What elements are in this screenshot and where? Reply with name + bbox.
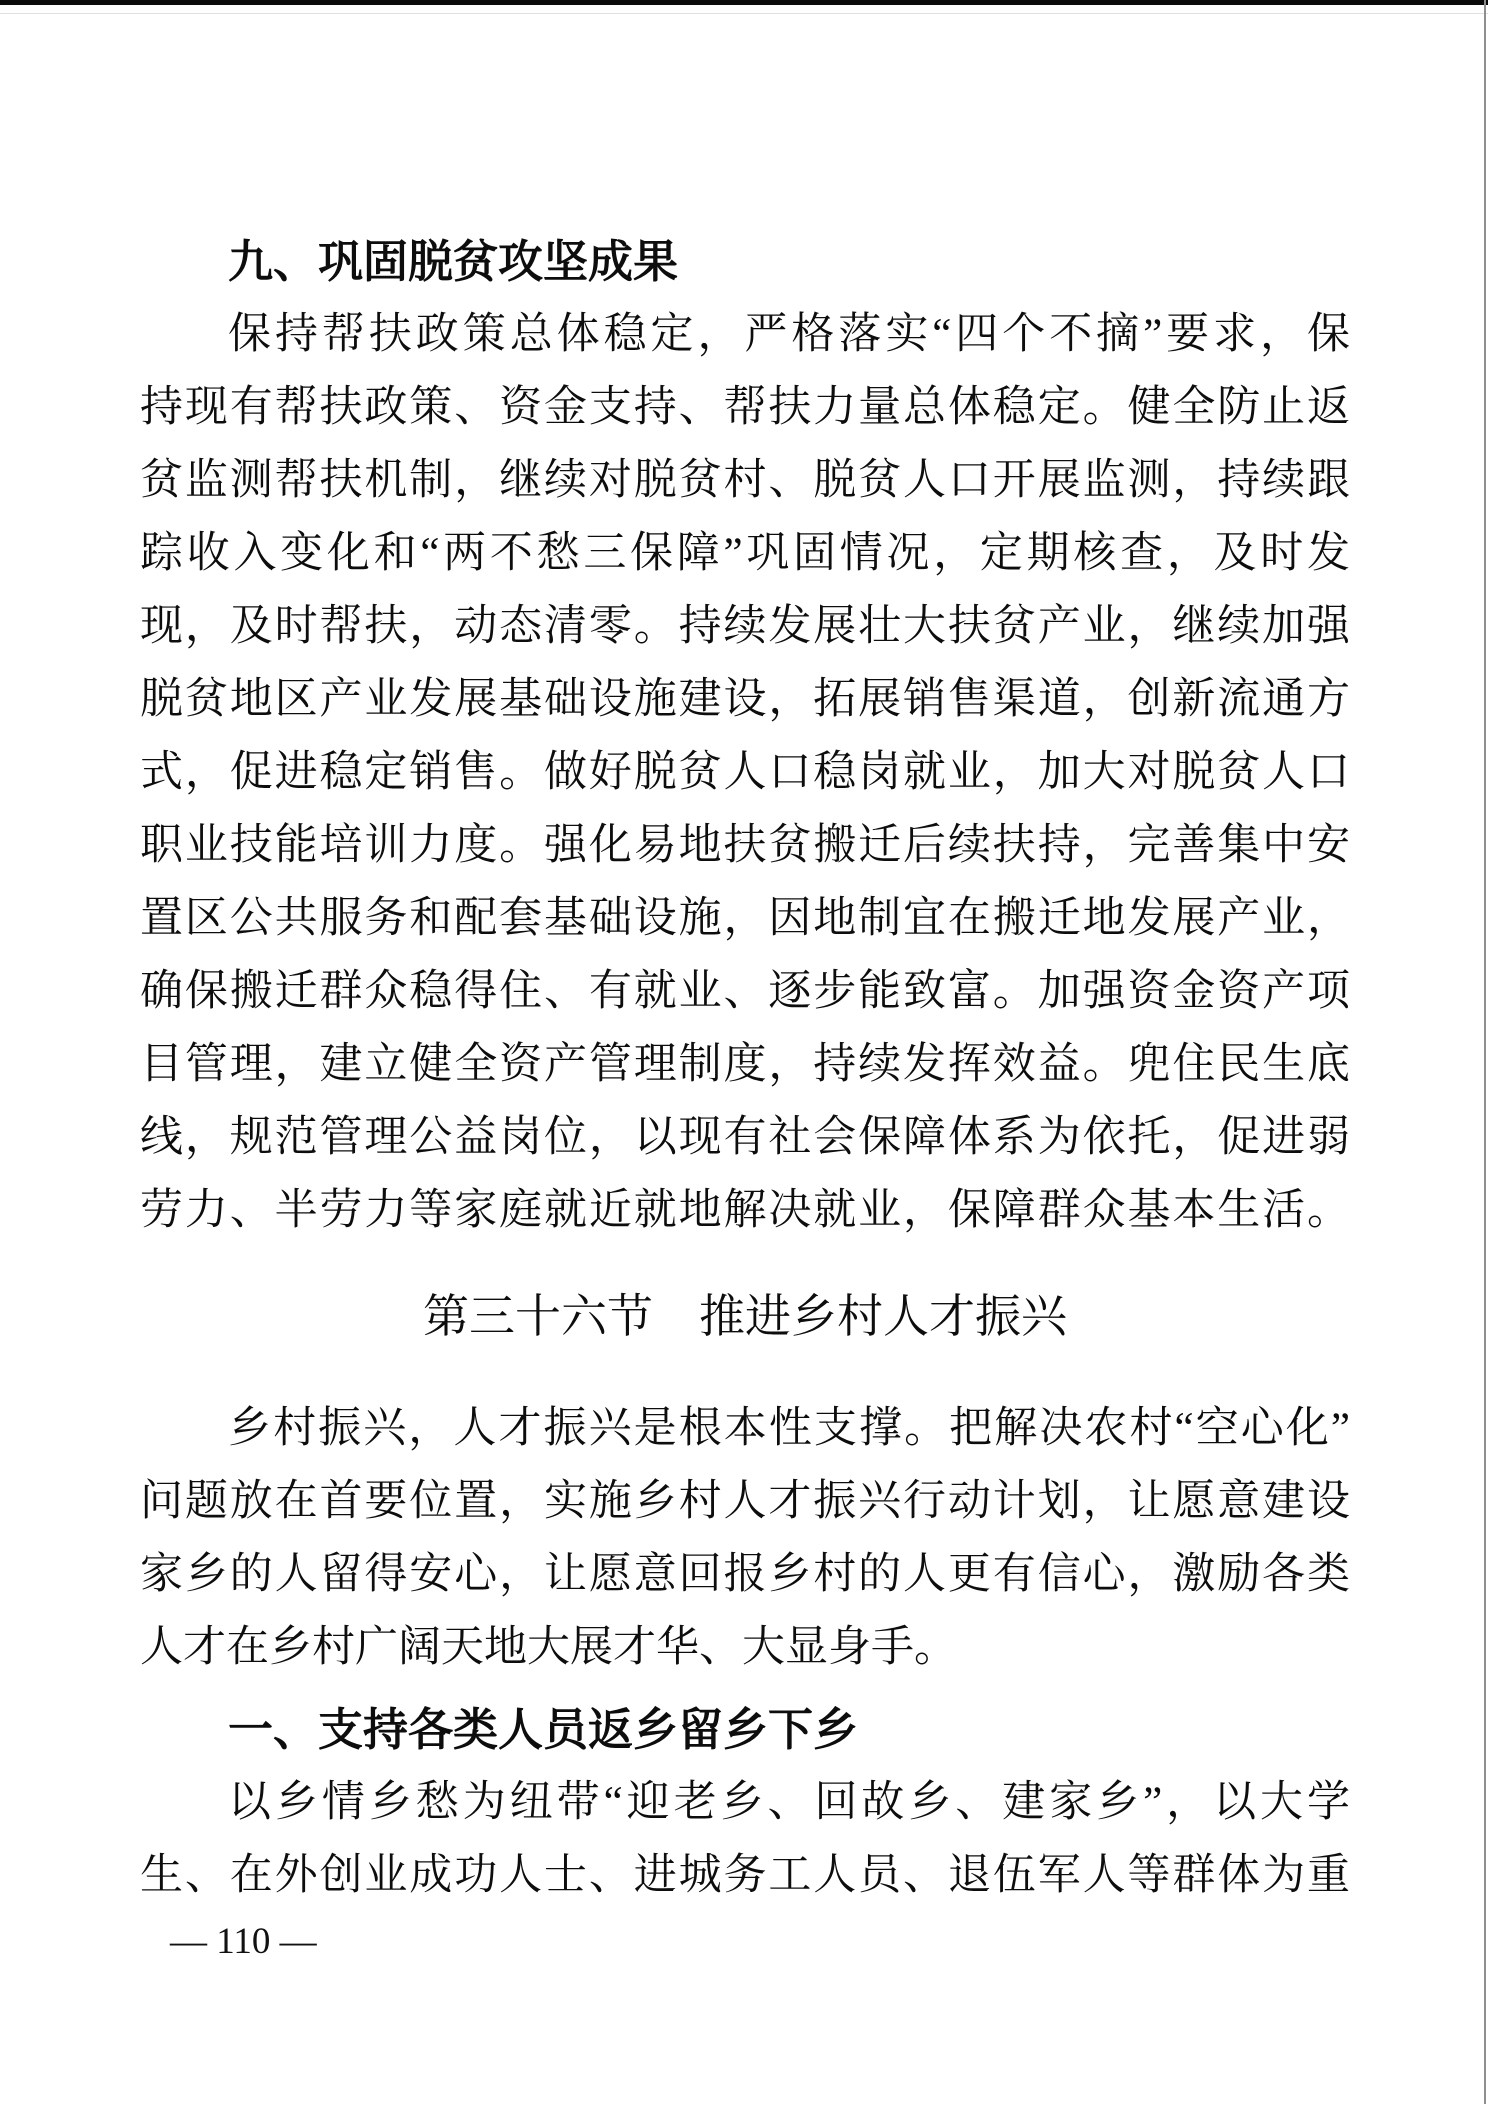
- para-line: 踪收入变化和“两不愁三保障”巩固情况，定期核查，及时发: [140, 530, 1350, 577]
- page-right-edge: [1484, 0, 1486, 2104]
- para-line: 线，规范管理公益岗位，以现有社会保障体系为依托，促进弱: [140, 1114, 1350, 1161]
- chapter-heading: 第三十六节 推进乡村人才振兴: [423, 1291, 1067, 1342]
- heading-item-one: 一、支持各类人员返乡留乡下乡: [228, 1704, 859, 1755]
- para-line: 问题放在首要位置，实施乡村人才振兴行动计划，让愿意建设: [140, 1478, 1350, 1525]
- paragraph-poverty: [140, 298, 1350, 1247]
- para-line: 以乡情乡愁为纽带“迎老乡、回故乡、建家乡”，以大学: [228, 1779, 1350, 1826]
- para-line: 劳力、半劳力等家庭就近就地解决就业，保障群众基本生活。: [140, 1187, 1350, 1234]
- para-line: 乡村振兴，人才振兴是根本性支撑。把解决农村“空心化”: [228, 1405, 1350, 1452]
- para-line: 保持帮扶政策总体稳定，严格落实“四个不摘”要求，保: [228, 311, 1350, 358]
- paragraph-talent: [140, 1392, 1350, 1684]
- page-number: — 110 —: [170, 1921, 317, 1962]
- para-line: 现，及时帮扶，动态清零。持续发展壮大扶贫产业，继续加强: [140, 603, 1350, 650]
- para-line: 脱贫地区产业发展基础设施建设，拓展销售渠道，创新流通方: [140, 676, 1350, 723]
- para-line: 生、在外创业成功人士、进城务工人员、退伍军人等群体为重: [140, 1852, 1350, 1899]
- paragraph-return-home: [140, 1766, 1350, 1912]
- para-line: 置区公共服务和配套基础设施，因地制宜在搬迁地发展产业，: [140, 895, 1350, 942]
- para-line: 目管理，建立健全资产管理制度，持续发挥效益。兜住民生底: [140, 1041, 1350, 1088]
- para-line: 人才在乡村广阔天地大展才华、大显身手。: [140, 1624, 957, 1671]
- para-line: 职业技能培训力度。强化易地扶贫搬迁后续扶持，完善集中安: [140, 822, 1350, 869]
- para-line: 式，促进稳定销售。做好脱贫人口稳岗就业，加大对脱贫人口: [140, 749, 1350, 796]
- para-line: 家乡的人留得安心，让愿意回报乡村的人更有信心，激励各类: [140, 1551, 1350, 1598]
- page-content: [140, 0, 1350, 1912]
- para-line: 确保搬迁群众稳得住、有就业、逐步能致富。加强资金资产项: [140, 968, 1350, 1015]
- para-line: 贫监测帮扶机制，继续对脱贫村、脱贫人口开展监测，持续跟: [140, 457, 1350, 504]
- heading-section-nine: 九、巩固脱贫攻坚成果: [228, 236, 679, 287]
- para-line: 持现有帮扶政策、资金支持、帮扶力量总体稳定。健全防止返: [140, 384, 1350, 431]
